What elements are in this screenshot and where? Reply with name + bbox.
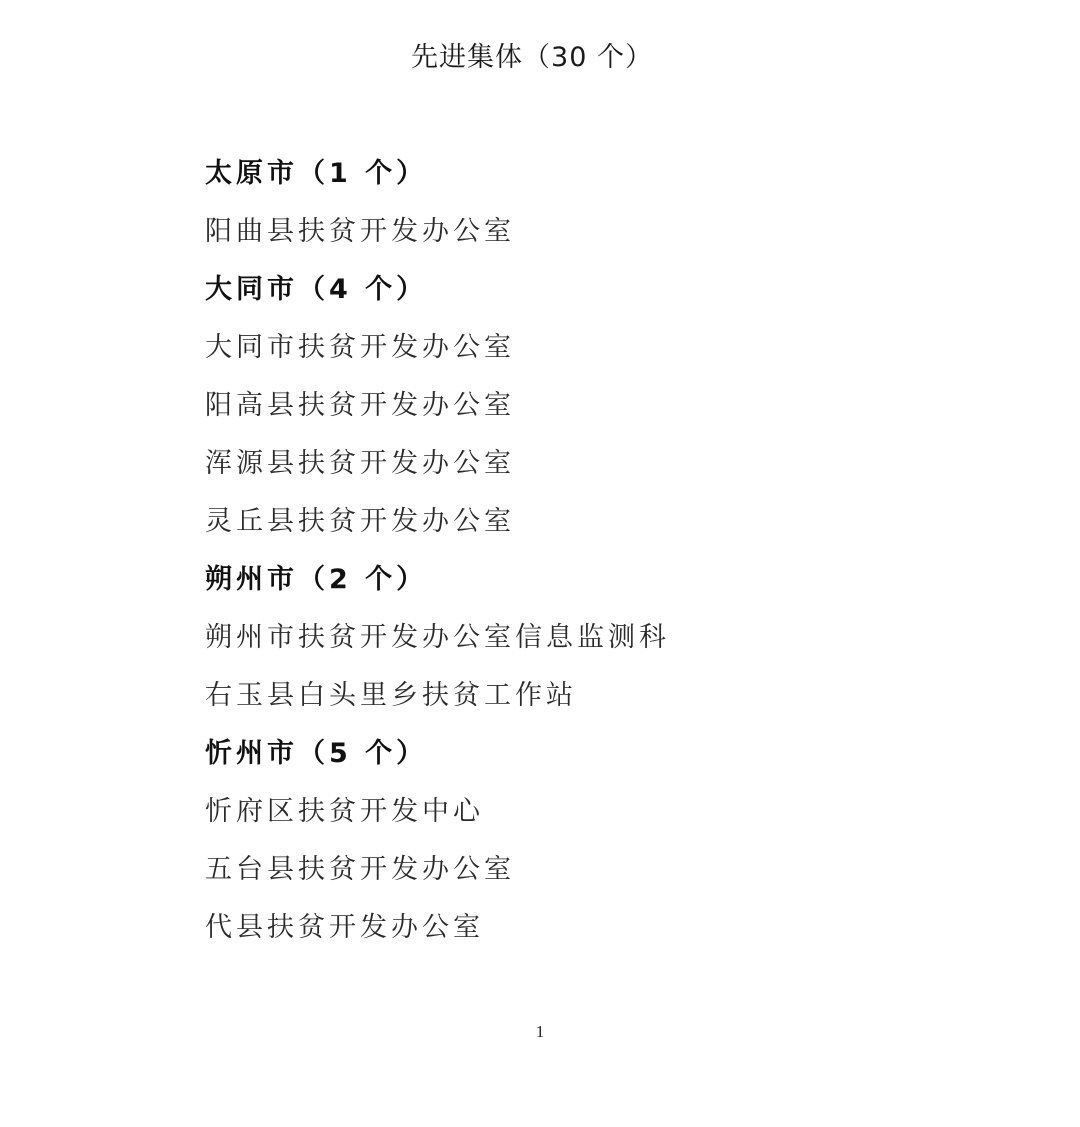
unit-item: 灵丘县扶贫开发办公室 [205, 506, 515, 537]
unit-item: 右玉县白头里乡扶贫工作站 [205, 680, 577, 711]
unit-item: 阳曲县扶贫开发办公室 [205, 216, 515, 247]
page-title: 先进集体（30 个） [411, 42, 653, 73]
unit-item: 浑源县扶贫开发办公室 [205, 448, 515, 479]
unit-item: 大同市扶贫开发办公室 [205, 332, 515, 363]
city-heading: 大同市（4 个） [205, 274, 428, 305]
unit-item: 忻府区扶贫开发中心 [205, 796, 484, 827]
city-heading: 忻州市（5 个） [205, 738, 428, 769]
collective-list [205, 145, 670, 957]
city-heading: 朔州市（2 个） [205, 564, 428, 595]
unit-item: 代县扶贫开发办公室 [205, 912, 484, 943]
city-heading: 太原市（1 个） [205, 158, 428, 189]
unit-item: 朔州市扶贫开发办公室信息监测科 [205, 622, 670, 653]
page-number: 1 [535, 1022, 545, 1041]
unit-item: 阳高县扶贫开发办公室 [205, 390, 515, 421]
unit-item: 五台县扶贫开发办公室 [205, 854, 515, 885]
